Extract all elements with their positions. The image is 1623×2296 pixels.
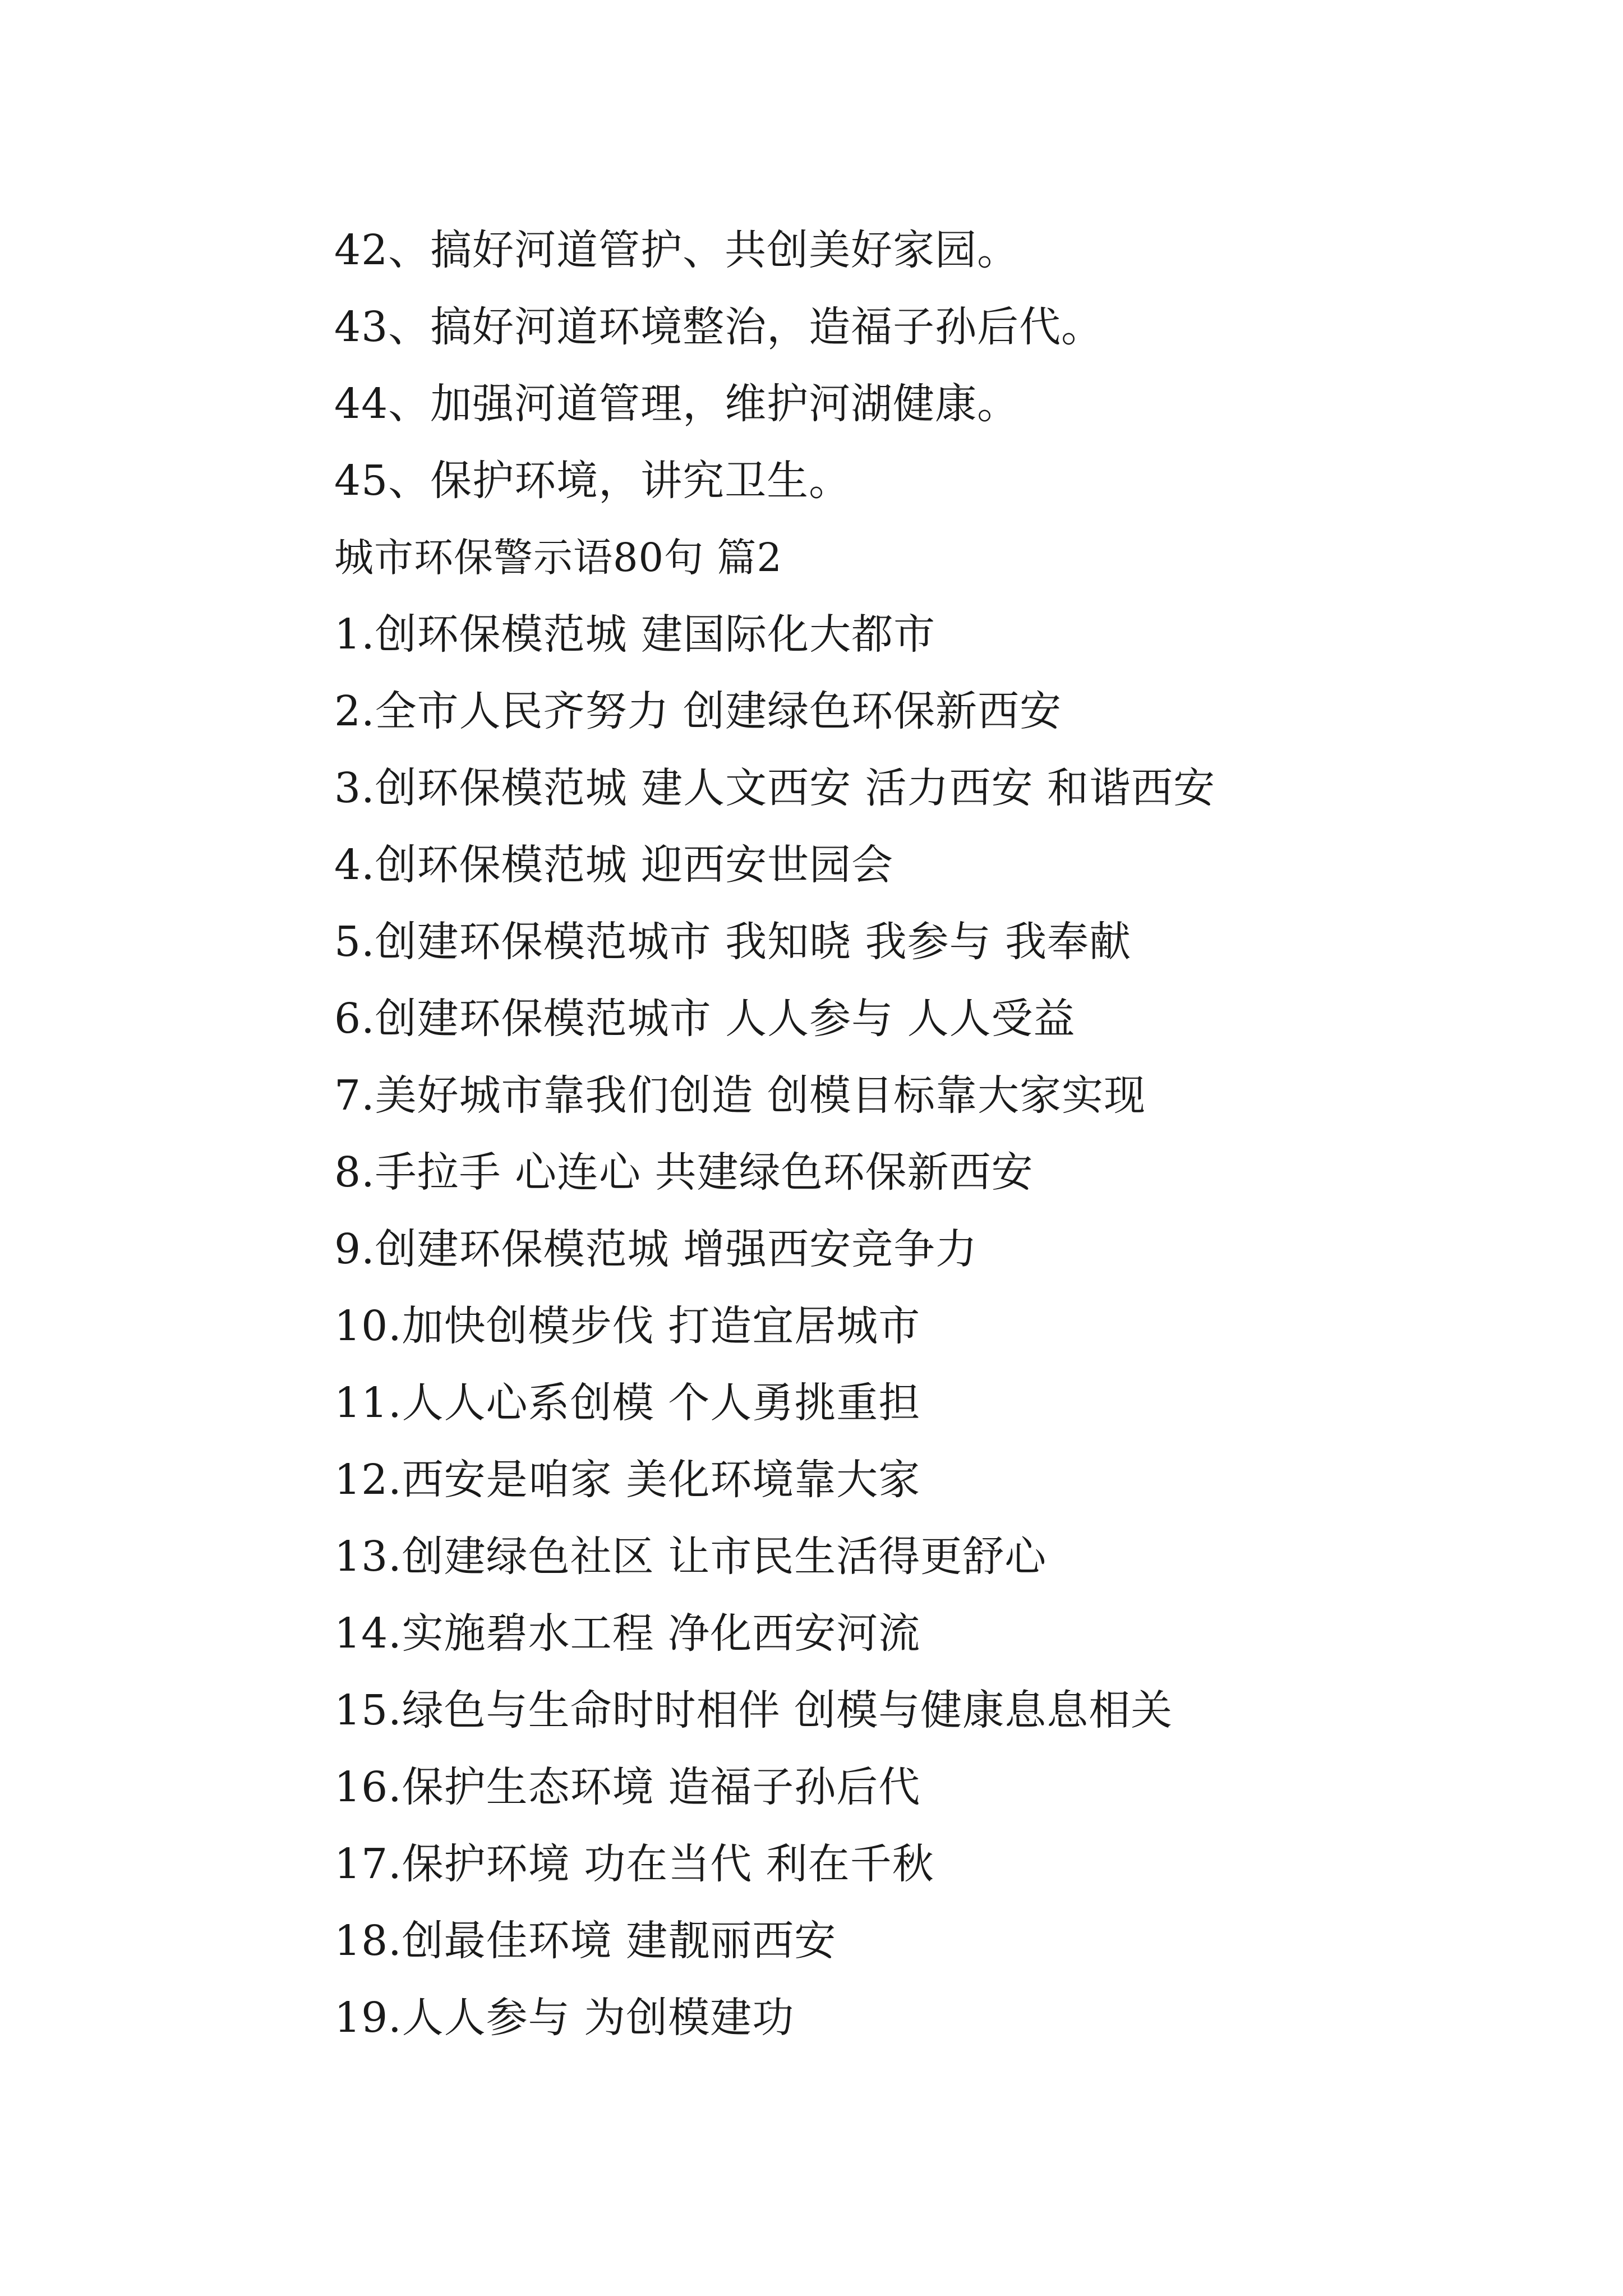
slogan-line: 16.保护生态环境 造福子孙后代: [334, 1763, 921, 1811]
slogan-line: 19.人人参与 为创模建功: [334, 1994, 795, 2042]
slogan-line: 14.实施碧水工程 净化西安河流: [334, 1609, 921, 1658]
slogan-line: 13.创建绿色社区 让市民生活得更舒心: [334, 1533, 1047, 1581]
slogan-line: 8.手拉手 心连心 共建绿色环保新西安: [334, 1148, 1034, 1197]
slogan-line: 17.保护环境 功在当代 利在千秋: [334, 1840, 934, 1888]
slogan-line: 6.创建环保模范城市 人人参与 人人受益: [334, 995, 1076, 1043]
slogan-line: 10.加快创模步伐 打造宜居城市: [334, 1302, 921, 1350]
slogan-line: 7.美好城市靠我们创造 创模目标靠大家实现: [334, 1071, 1146, 1120]
document-body: [334, 212, 1512, 2056]
slogan-line: 9.创建环保模范城 增强西安竞争力: [334, 1225, 978, 1273]
slogan-line: 1.创环保模范城 建国际化大都市: [334, 610, 936, 659]
section-heading: 城市环保警示语80句 篇2: [334, 535, 782, 581]
slogan-line: 4.创环保模范城 迎西安世园会: [334, 841, 894, 889]
slogan-line: 43、搞好河道环境整治，造福子孙后代。: [334, 303, 1104, 351]
slogan-line: 3.创环保模范城 建人文西安 活力西安 和谐西安: [334, 764, 1216, 812]
slogan-line: 12.西安是咱家 美化环境靠大家: [334, 1456, 921, 1504]
slogan-line: 42、搞好河道管护、共创美好家园。: [334, 226, 1020, 274]
slogan-line: 5.创建环保模范城市 我知晓 我参与 我奉献: [334, 918, 1132, 966]
slogan-line: 15.绿色与生命时时相伴 创模与健康息息相关: [334, 1686, 1173, 1734]
slogan-line: 45、保护环境，讲究卫生。: [334, 457, 851, 505]
slogan-line: 2.全市人民齐努力 创建绿色环保新西安: [334, 687, 1062, 735]
slogan-line: 18.创最佳环境 建靓丽西安: [334, 1917, 837, 1965]
slogan-line: 44、加强河道管理，维护河湖健康。: [334, 380, 1020, 428]
slogan-line: 11.人人心系创模 个人勇挑重担: [334, 1379, 921, 1427]
